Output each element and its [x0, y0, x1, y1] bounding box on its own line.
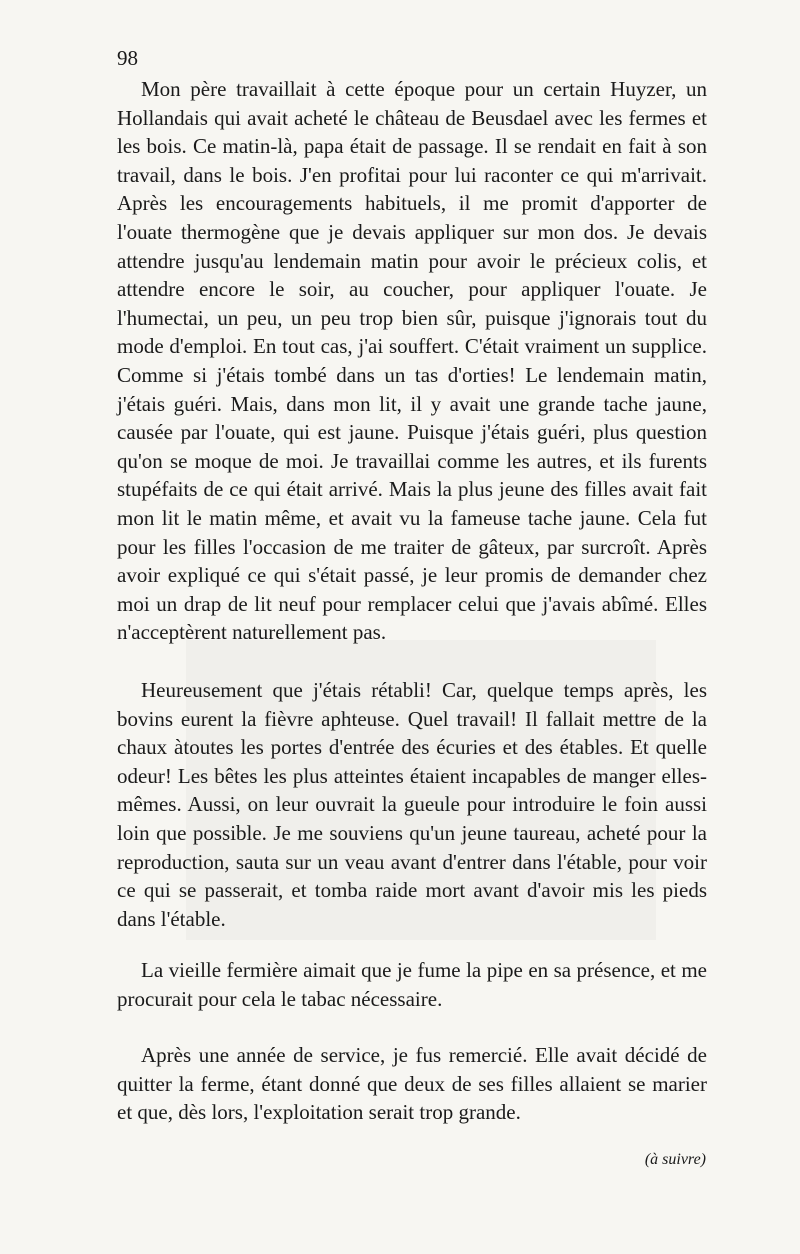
paragraph-1: Mon père travaillait à cette époque pour un certain Huyzer, un Hollandais qui avait acheté le château de Beusdael avec les fermes et les bois. Ce matin-là, papa était de passage. Il se rendait en fait à son travail, dans le bois. J'en profitai pour lui raconter ce qui m'arrivait. Après les encouragements habituels, il me promit d'apporter de l'ouate thermogène que je devais appliquer sur mon dos. Je devais attendre jusqu'au lendemain matin pour avoir le précieux colis, et attendre encore le soir, au coucher, pour appliquer l'ouate. Je l'humectai, un peu, un peu trop bien sûr, puisque j'ignorais tout du mode d'emploi. En tout cas, j'ai souffert. C'était vraiment un supplice. Comme si j'étais tombé dans un tas d'orties! Le lendemain matin, j'étais guéri. Mais, dans mon lit, il y avait une grande tache jaune, causée par l'ouate, qui est jaune. Puisque j'étais guéri, plus question qu'on se moque de moi. Je travaillai comme les autres, et ils furents stupéfaits de ce qui était arrivé. Mais la plus jeune des filles avait fait mon lit le matin même, et avait vu la fameuse tache jaune. Cela fut pour les filles l'occasion de me traiter de gâteux, par surcroît. Après avoir expliqué ce qui s'était passé, je leur promis de demander chez moi un drap de lit neuf pour remplacer celui que j'avais abîmé. Elles n'acceptèrent naturellement pas.	[117, 77, 707, 645]
paragraph-3: La vieille fermière aimait que je fume la pipe en sa présence, et me procurait pour cela le tabac nécessaire.	[117, 958, 707, 1011]
paragraph-4: Après une année de service, je fus remercié. Elle avait décidé de quitter la ferme, étant donné que deux de ses filles allaient se marier et que, dès lors, l'exploitation serait trop grande.	[117, 1043, 707, 1125]
paragraph-2: Heureusement que j'étais rétabli! Car, quelque temps après, les bovins eurent la fièvre aphteuse. Quel travail! Il fallait mettre de la chaux àtoutes les portes d'entrée des écuries et des étables. Et quelle odeur! Les bêtes les plus atteintes étaient incapables de manger elles-mêmes. Aussi, on leur ouvrait la gueule pour introduire le foin aussi loin que possible. Je me souviens qu'un jeune taureau, acheté pour la reproduction, sauta sur un veau avant d'entrer dans l'étable, pour voir ce qui se passerait, et tomba raide mort avant d'avoir mis les pieds dans l'étable.	[117, 678, 707, 931]
page-number: 98	[117, 46, 138, 70]
continuation-note: (à suivre)	[644, 1151, 706, 1168]
